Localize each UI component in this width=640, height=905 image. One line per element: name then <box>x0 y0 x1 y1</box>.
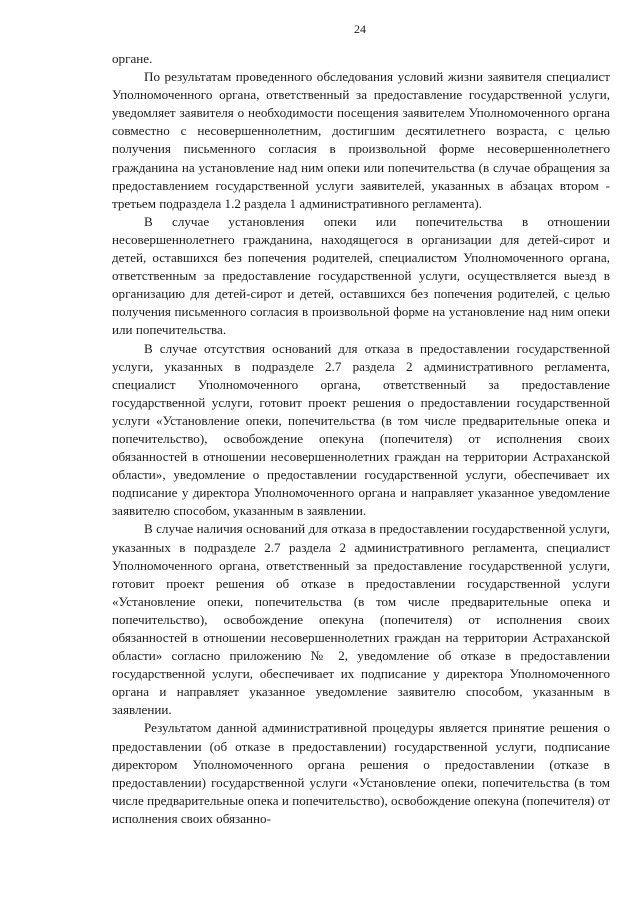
document-body <box>112 50 610 828</box>
paragraph-orphan-organization: В случае установления опеки или попечительства в отношении несовершеннолетнего гражданина, находящегося в организации для детей-сирот и детей, оставшихся без попечения родителей, специалистом Уполномоченного органа, ответственным за предоставление государственной услуги, осуществляется выезд в организацию для детей-сирот и детей, оставшихся без попечения родителей, с целью получения письменного согласия в произвольной форме на установление над ним опеки или попечительства. <box>112 213 610 338</box>
paragraph-inspection-results: По результатам проведенного обследования условий жизни заявителя специалист Уполномоченного органа, ответственный за предоставление государственной услуги, уведомляет заявителя о необходимости посещения заявителем Уполномоченного органа совместно с несовершеннолетним, достигшим десятилетнего возраста, с целью получения письменного согласия в произвольной форме несовершеннолетнего гражданина на установление над ним опеки или попечительства (в случае обращения за предоставлением государственной услуги заявителей, указанных в абзацах втором - третьем подраздела 1.2 раздела 1 административного регламента). <box>112 69 610 211</box>
paragraph-continuation: органе. <box>112 51 153 66</box>
paragraph-procedure-result: Результатом данной административной процедуры является принятие решения о предоставлении (об отказе в предоставлении) государственной услуги, подписание директором Уполномоченного органа решения о предоставлении (отказе в предоставлении) государственной услуги «Установление опеки, попечительства (в том числе предварительные опека и попечительство), освобождение опекуна (попечителя) от исполнения своих обязанно- <box>112 720 610 826</box>
page-number: 24 <box>354 22 366 36</box>
paragraph-no-grounds-for-refusal: В случае отсутствия оснований для отказа в предоставлении государственной услуги, указанных в подразделе 2.7 раздела 2 административного регламента, специалист Уполномоченного органа, ответственный за предоставление государственной услуги, готовит проект решения о предоставлении государственной услуги «Установление опеки, попечительства (в том числе предварительные опека и попечительство), освобождение опекуна (попечителя) от исполнения своих обязанностей в отношении несовершеннолетних граждан на территории Астраханской области», уведомление о предоставлении государственной услуги, обеспечивает их подписание у директора Уполномоченного органа и направляет указанное уведомление заявителю способом, указанным в заявлении. <box>112 340 610 519</box>
paragraph-grounds-for-refusal: В случае наличия оснований для отказа в предоставлении государственной услуги, указанных в подразделе 2.7 раздела 2 административного регламента, специалист Уполномоченного органа, ответственный за предоставление государственной услуги, готовит проект решения об отказе в предоставлении государственной услуги «Установление опеки, попечительства (в том числе предварительные опека и попечительство), освобождение опекуна (попечителя) от исполнения своих обязанностей в отношении несовершеннолетних граждан на территории Астраханской области» согласно приложению № 2, уведомление об отказе в предоставлении государственной услуги, обеспечивает их подписание у директора Уполномоченного органа и направляет указанное уведомление заявителю способом, указанным в заявлении. <box>112 521 610 718</box>
